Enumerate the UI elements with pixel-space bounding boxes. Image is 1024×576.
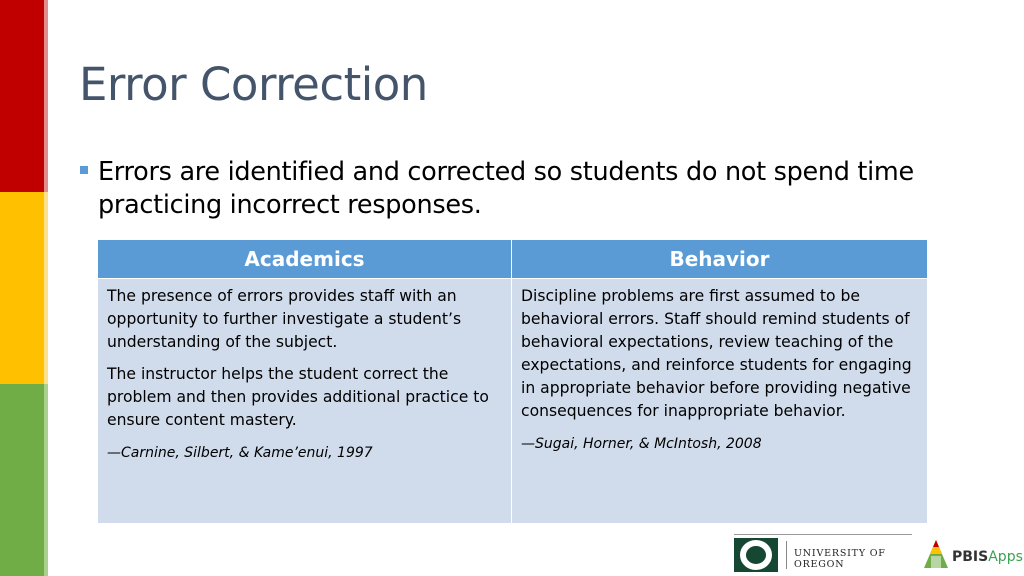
pbis-triangle-icon	[922, 536, 950, 572]
pbis-apps-light-text: Apps	[988, 549, 1023, 565]
slide-title: Error Correction	[79, 58, 428, 111]
academics-paragraph-2: The instructor helps the student correct the problem and then provides additional practice to ensure content mastery.	[107, 365, 489, 429]
green-band	[0, 384, 44, 576]
comparison-table	[97, 239, 928, 524]
behavior-cell	[512, 279, 928, 524]
yellow-band-edge	[44, 192, 48, 384]
academics-paragraph-1: The presence of errors provides staff with an opportunity to further investigate a student’s understanding of the subject.	[107, 287, 462, 351]
header-behavior: Behavior	[512, 240, 928, 279]
academics-cell	[98, 279, 512, 524]
oregon-o-icon	[734, 538, 778, 572]
table-header-row	[98, 240, 928, 279]
header-academics: Academics	[98, 240, 512, 279]
bullet-item	[80, 156, 960, 222]
red-band	[0, 0, 44, 192]
behavior-paragraph-1: Discipline problems are first assumed to be behavioral errors. Staff should remind students of behavioral expectations, review teaching of the expectations, and reinforce students for engaging in appropriate behavior before providing negative consequences for inappropriate behavior.	[521, 287, 912, 420]
uo-logo-text: UNIVERSITY OF OREGON	[794, 548, 886, 570]
footer-logos	[734, 534, 1024, 576]
pbis-apps-text	[952, 549, 1023, 565]
green-band-edge	[44, 384, 48, 576]
square-bullet-icon	[80, 166, 88, 174]
red-band-edge	[44, 0, 48, 192]
university-of-oregon-logo	[734, 534, 912, 575]
bullet-text: Errors are identified and corrected so students do not spend time practicing incorrect responses.	[98, 157, 914, 220]
color-band-sidebar	[0, 0, 48, 576]
table-row	[98, 279, 928, 524]
academics-citation: —Carnine, Silbert, & Kame’enui, 1997	[107, 445, 373, 461]
logo-divider	[786, 541, 787, 569]
pbis-bold-text: PBIS	[952, 549, 989, 565]
yellow-band	[0, 192, 44, 384]
pbis-apps-logo	[922, 536, 1022, 574]
behavior-citation: —Sugai, Horner, & McIntosh, 2008	[521, 436, 762, 452]
